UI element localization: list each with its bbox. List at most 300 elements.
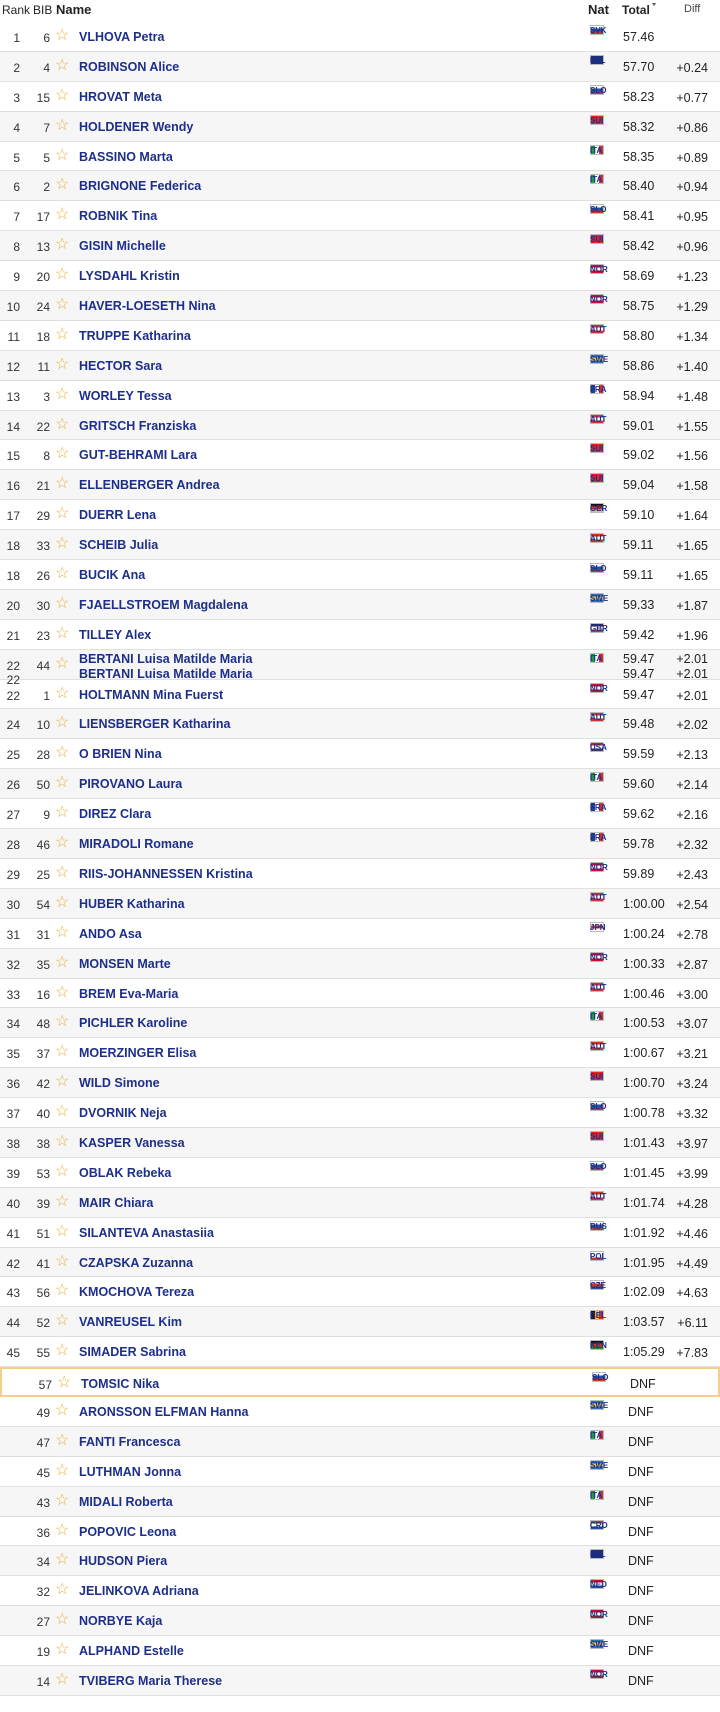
total-column-header[interactable]: Total [622, 3, 650, 17]
favorite-star-icon[interactable]: ☆ [55, 1013, 70, 1031]
total-time-cell: 59.47 59.47 [623, 651, 655, 681]
rank-cell: 26 [6, 778, 20, 793]
athlete-name-link[interactable]: PICHLER Karoline [79, 1016, 188, 1031]
rank-cell: 29 [6, 867, 20, 882]
bib-cell: 36 [36, 1525, 50, 1540]
athlete-name-link[interactable]: BRIGNONE Federica [79, 179, 202, 194]
table-row[interactable] [0, 1397, 720, 1427]
athlete-name-link[interactable]: MIDALI Roberta [79, 1494, 173, 1509]
nation-code: SLO [590, 1102, 607, 1112]
table-row[interactable] [0, 1218, 720, 1248]
table-row[interactable] [0, 620, 720, 650]
athlete-name-link[interactable]: TILLEY Alex [79, 627, 152, 642]
table-row[interactable] [0, 560, 720, 590]
favorite-star-icon[interactable]: ☆ [55, 266, 70, 284]
athlete-name-link[interactable]: HAVER-LOESETH Nina [79, 299, 216, 314]
table-row[interactable] [0, 650, 720, 687]
athlete-name-link[interactable]: HECTOR Sara [79, 358, 163, 373]
rank-cell: 41 [6, 1226, 20, 1241]
nation-code: NOR [590, 1610, 608, 1620]
athlete-name-link[interactable]: FJAELLSTROEM Magdalena [79, 597, 248, 612]
total-time-cell: 1:00.70 [623, 1076, 665, 1091]
favorite-star-icon[interactable]: ☆ [55, 355, 70, 373]
favorite-star-icon[interactable]: ☆ [55, 206, 70, 224]
favorite-star-icon[interactable]: ☆ [55, 594, 70, 612]
total-time-cell: DNF [628, 1524, 654, 1539]
total-time-cell: 59.33 [623, 597, 655, 612]
rank-cell: 18 [6, 539, 20, 554]
bib-cell: 39 [36, 1196, 50, 1211]
athlete-name-link[interactable]: ROBINSON Alice [79, 59, 180, 74]
total-time-cell: DNF [628, 1584, 654, 1599]
favorite-star-icon[interactable]: ☆ [55, 834, 70, 852]
table-row[interactable] [0, 919, 720, 949]
table-row[interactable] [0, 1487, 720, 1517]
diff-cell: +3.07 [676, 1017, 708, 1032]
diff-cell: +1.23 [676, 270, 708, 285]
bib-cell: 4 [43, 60, 50, 75]
total-time-cell: 59.59 [623, 747, 655, 762]
diff-cell: +1.65 [676, 539, 708, 554]
total-time-cell: 58.23 [623, 89, 655, 104]
table-row[interactable] [0, 1277, 720, 1307]
total-time-cell: 59.42 [623, 627, 655, 642]
rank-cell: 22 22 [6, 658, 20, 687]
favorite-star-icon[interactable]: ☆ [55, 415, 70, 433]
diff-cell: +4.49 [676, 1256, 708, 1271]
athlete-name-link[interactable]: DVORNIK Neja [79, 1106, 167, 1121]
rank-cell: 45 [6, 1346, 20, 1361]
diff-cell: +1.56 [676, 449, 708, 464]
favorite-star-icon[interactable]: ☆ [55, 146, 70, 164]
bib-column-header[interactable]: BIB [33, 3, 53, 17]
total-time-cell: 59.78 [623, 837, 655, 852]
athlete-name-link[interactable]: BASSINO Marta [79, 149, 173, 164]
athlete-name-link[interactable]: ANDO Asa [79, 926, 142, 941]
table-row[interactable] [0, 769, 720, 799]
athlete-name-link[interactable]: HROVAT Meta [79, 89, 162, 104]
table-row[interactable] [0, 889, 720, 919]
rank-cell: 40 [6, 1196, 20, 1211]
athlete-name-link[interactable]: MONSEN Marte [79, 956, 171, 971]
bib-cell: 45 [36, 1465, 50, 1480]
rank-column-header[interactable]: Rank [2, 3, 31, 17]
favorite-star-icon[interactable]: ☆ [55, 893, 70, 911]
athlete-name-link[interactable]: ROBNIK Tina [79, 209, 158, 224]
athlete-name-link[interactable]: WORLEY Tessa [79, 388, 172, 403]
nation-code: AUT [590, 324, 607, 334]
total-time-cell: 59.47 [623, 687, 655, 702]
favorite-star-icon[interactable]: ☆ [55, 236, 70, 254]
favorite-star-icon[interactable]: ☆ [55, 953, 70, 971]
nation-code: KEN [590, 1341, 607, 1351]
bib-cell: 13 [36, 240, 50, 255]
favorite-star-icon[interactable]: ☆ [55, 1342, 70, 1360]
bib-cell: 20 [36, 270, 50, 285]
diff-column-header[interactable]: Diff [684, 3, 701, 15]
table-row[interactable] [0, 351, 720, 381]
nation-code: NOR [590, 862, 608, 872]
bib-cell: 7 [43, 120, 50, 135]
favorite-star-icon[interactable]: ☆ [55, 1252, 70, 1270]
favorite-star-icon[interactable]: ☆ [55, 1611, 70, 1629]
nation-code: POL [590, 1251, 607, 1261]
table-row[interactable] [0, 1606, 720, 1636]
nation-code: NOR [590, 1669, 608, 1679]
table-row[interactable] [0, 1008, 720, 1038]
favorite-star-icon[interactable]: ☆ [55, 624, 70, 642]
bib-cell: 5 [43, 150, 50, 165]
nation-code: AUT [590, 534, 607, 544]
athlete-name-link[interactable]: GUT-BEHRAMI Lara [79, 448, 198, 463]
diff-cell: +2.87 [676, 957, 708, 972]
table-row[interactable] [0, 949, 720, 979]
total-time-cell: 59.01 [623, 418, 655, 433]
bib-cell: 21 [36, 479, 50, 494]
favorite-star-icon[interactable]: ☆ [55, 27, 70, 44]
bib-cell: 15 [36, 90, 50, 105]
rank-cell: 43 [6, 1286, 20, 1301]
bib-cell: 49 [36, 1405, 50, 1420]
total-time-cell: 59.48 [623, 717, 655, 732]
bib-cell: 37 [36, 1047, 50, 1062]
bib-cell: 40 [36, 1107, 50, 1122]
favorite-star-icon[interactable]: ☆ [55, 1312, 70, 1330]
favorite-star-icon[interactable]: ☆ [55, 565, 70, 583]
table-row[interactable] [0, 799, 720, 829]
total-time-cell: 58.86 [623, 358, 655, 373]
table-row[interactable] [0, 739, 720, 769]
athlete-name-link[interactable]: TVIBERG Maria Therese [79, 1673, 223, 1688]
athlete-name-link[interactable]: HUDSON Piera [79, 1554, 168, 1569]
bib-cell: 57 [38, 1378, 52, 1393]
athlete-name-link[interactable]: ARONSSON ELFMAN Hanna [79, 1404, 249, 1419]
nation-code: NOR [590, 295, 608, 305]
athlete-name-link[interactable]: LYSDAHL Kristin [79, 269, 180, 284]
favorite-star-icon[interactable]: ☆ [55, 1670, 70, 1688]
rank-cell: 22 [6, 688, 20, 703]
diff-cell: +1.29 [676, 300, 708, 315]
favorite-star-icon[interactable]: ☆ [55, 1521, 70, 1539]
athlete-name-link[interactable]: OBLAK Rebeka [79, 1165, 172, 1180]
favorite-star-icon[interactable]: ☆ [55, 505, 70, 523]
favorite-star-icon[interactable]: ☆ [55, 684, 70, 702]
favorite-star-icon[interactable]: ☆ [55, 385, 70, 403]
table-row[interactable] [0, 979, 720, 1009]
athlete-name-link[interactable]: MIRADOLI Romane [79, 837, 194, 852]
diff-cell: +4.63 [676, 1286, 708, 1301]
bib-cell: 6 [43, 31, 50, 45]
athlete-name-link[interactable]: JELINKOVA Adriana [79, 1584, 199, 1599]
table-row[interactable] [0, 829, 720, 859]
favorite-star-icon[interactable]: ☆ [55, 475, 70, 493]
total-time-cell: DNF [630, 1377, 656, 1392]
table-row[interactable] [0, 171, 720, 201]
favorite-star-icon[interactable]: ☆ [55, 1641, 70, 1659]
athlete-name-link[interactable]: POPOVIC Leona [79, 1524, 177, 1539]
favorite-star-icon[interactable]: ☆ [55, 714, 70, 732]
table-row[interactable] [0, 500, 720, 530]
nation-code: SWE [590, 1460, 609, 1470]
athlete-name-link[interactable]: PIROVANO Laura [79, 777, 183, 792]
rank-cell: 4 [13, 120, 20, 135]
bib-cell: 34 [36, 1555, 50, 1570]
nation-code: SUI [590, 1072, 604, 1082]
total-time-cell: 1:00.24 [623, 926, 665, 941]
favorite-star-icon[interactable]: ☆ [55, 1073, 70, 1091]
athlete-name-link[interactable]: MOERZINGER Elisa [79, 1046, 197, 1061]
bib-cell: 51 [36, 1226, 50, 1241]
athlete-name-link[interactable]: ELLENBERGER Andrea [79, 478, 220, 493]
bib-cell: 22 [36, 419, 50, 434]
table-row[interactable] [0, 261, 720, 291]
favorite-star-icon[interactable]: ☆ [55, 445, 70, 463]
nat-column-header[interactable]: Nat [588, 2, 609, 17]
athlete-name-link[interactable]: BUCIK Ana [79, 568, 146, 583]
athlete-name-link[interactable]: SILANTEVA Anastasiia [79, 1225, 214, 1240]
table-row[interactable] [0, 1337, 720, 1367]
diff-cell: +2.32 [676, 838, 708, 853]
table-header [0, 0, 720, 22]
table-row[interactable] [0, 1546, 720, 1576]
favorite-star-icon[interactable]: ☆ [55, 1282, 70, 1300]
bib-cell: 44 [36, 658, 50, 673]
table-row[interactable] [0, 1457, 720, 1487]
nation-code: SUI [590, 1131, 604, 1141]
rank-cell: 8 [13, 240, 20, 255]
table-row[interactable] [0, 142, 720, 172]
table-row[interactable] [0, 201, 720, 231]
rank-cell: 9 [13, 270, 20, 285]
favorite-star-icon[interactable]: ☆ [55, 1491, 70, 1509]
favorite-star-icon[interactable]: ☆ [55, 1132, 70, 1150]
rank-cell: 24 [6, 718, 20, 733]
nation-code: NOR [590, 265, 608, 275]
bib-cell: 54 [36, 897, 50, 912]
diff-cell: +2.43 [676, 867, 708, 882]
table-row[interactable] [0, 1666, 720, 1696]
bib-cell: 18 [36, 329, 50, 344]
favorite-star-icon[interactable]: ☆ [55, 1431, 70, 1449]
athlete-name-link[interactable]: LIENSBERGER Katharina [79, 717, 231, 732]
favorite-star-icon[interactable]: ☆ [55, 535, 70, 553]
table-row[interactable] [0, 1188, 720, 1218]
rank-cell: 3 [13, 90, 20, 105]
athlete-name-link[interactable]: KMOCHOVA Tereza [79, 1285, 195, 1300]
bib-cell: 52 [36, 1316, 50, 1331]
bib-cell: 10 [36, 718, 50, 733]
rank-cell: 36 [6, 1077, 20, 1092]
bib-cell: 2 [43, 180, 50, 195]
favorite-star-icon[interactable]: ☆ [55, 1043, 70, 1061]
athlete-name-link[interactable]: SIMADER Sabrina [79, 1345, 186, 1360]
athlete-name-link[interactable]: KASPER Vanessa [79, 1135, 185, 1150]
athlete-name-link[interactable]: CZAPSKA Zuzanna [79, 1255, 194, 1270]
table-row[interactable] [0, 1427, 720, 1457]
total-time-cell: 59.04 [623, 478, 655, 493]
rank-cell: 20 [6, 598, 20, 613]
nation-code: SLO [592, 1373, 609, 1383]
table-row[interactable] [0, 112, 720, 142]
total-time-cell: DNF [628, 1673, 654, 1688]
table-row[interactable] [0, 859, 720, 889]
table-row[interactable] [0, 291, 720, 321]
favorite-star-icon[interactable]: ☆ [55, 654, 70, 672]
nation-code: ITA [590, 773, 603, 783]
rank-cell: 14 [6, 419, 20, 434]
athlete-name-link[interactable]: O BRIEN Nina [79, 747, 162, 762]
table-row[interactable] [0, 1158, 720, 1188]
diff-cell: +0.24 [676, 60, 708, 75]
diff-cell: +1.40 [676, 359, 708, 374]
favorite-star-icon[interactable]: ☆ [55, 116, 70, 134]
diff-cell: +0.77 [676, 90, 708, 105]
athlete-name-link[interactable]: DIREZ Clara [79, 807, 152, 822]
favorite-star-icon[interactable]: ☆ [55, 1581, 70, 1599]
table-row[interactable] [0, 530, 720, 560]
nation-code: SWE [590, 1640, 609, 1650]
nation-code: AUT [590, 1191, 607, 1201]
table-row[interactable] [0, 1576, 720, 1606]
table-row[interactable] [0, 680, 720, 710]
bib-cell: 55 [36, 1346, 50, 1361]
nation-code: SLO [590, 1161, 607, 1171]
table-row[interactable] [0, 1128, 720, 1158]
favorite-star-icon[interactable]: ☆ [55, 804, 70, 822]
total-time-cell: 58.69 [623, 269, 655, 284]
table-row[interactable] [0, 231, 720, 261]
total-time-cell: 59.11 [623, 538, 654, 553]
athlete-name-link[interactable]: HOLDENER Wendy [79, 119, 194, 134]
table-row[interactable] [0, 590, 720, 620]
favorite-star-icon[interactable]: ☆ [55, 86, 70, 104]
table-row[interactable] [0, 440, 720, 470]
total-time-cell: 59.60 [623, 777, 655, 792]
table-row[interactable] [0, 1307, 720, 1337]
athlete-name-link[interactable]: GRITSCH Franziska [79, 418, 197, 433]
favorite-star-icon[interactable]: ☆ [55, 774, 70, 792]
rank-cell: 17 [6, 509, 20, 524]
table-row[interactable] [0, 1038, 720, 1068]
athlete-name-link[interactable]: TRUPPE Katharina [79, 328, 191, 343]
athlete-name-link[interactable]: LUTHMAN Jonna [79, 1464, 182, 1479]
bib-cell: 46 [36, 838, 50, 853]
bib-cell: 27 [36, 1615, 50, 1630]
athlete-name-link[interactable]: MAIR Chiara [79, 1195, 154, 1210]
favorite-star-icon[interactable]: ☆ [55, 863, 70, 881]
athlete-name-link[interactable]: FANTI Francesca [79, 1434, 181, 1449]
favorite-star-icon[interactable]: ☆ [55, 983, 70, 1001]
favorite-star-icon[interactable]: ☆ [55, 1401, 70, 1419]
athlete-name-link[interactable]: HOLTMANN Mina Fuerst [79, 687, 224, 702]
table-row[interactable] [0, 1367, 720, 1397]
nation-code: SLO [590, 564, 607, 574]
favorite-star-icon[interactable]: ☆ [55, 1192, 70, 1210]
diff-cell: +1.96 [676, 628, 708, 643]
athlete-name-link[interactable]: ALPHAND Estelle [79, 1644, 184, 1659]
table-row[interactable] [0, 1636, 720, 1666]
table-row[interactable] [0, 411, 720, 441]
table-row[interactable] [0, 709, 720, 739]
favorite-star-icon[interactable]: ☆ [55, 1461, 70, 1479]
bib-cell: 11 [37, 359, 50, 374]
rank-cell: 12 [6, 359, 20, 374]
bib-cell: 3 [43, 389, 50, 404]
table-row[interactable] [0, 470, 720, 500]
favorite-star-icon[interactable]: ☆ [55, 923, 70, 941]
athlete-name-link[interactable]: VLHOVA Petra [79, 30, 165, 44]
diff-cell: +3.32 [676, 1107, 708, 1122]
table-row[interactable] [0, 321, 720, 351]
favorite-star-icon[interactable]: ☆ [57, 1374, 72, 1392]
rank-cell: 27 [6, 808, 20, 823]
total-time-cell: 58.40 [623, 179, 655, 194]
bib-cell: 17 [36, 210, 50, 225]
bib-cell: 38 [36, 1136, 50, 1151]
table-row[interactable] [0, 381, 720, 411]
nation-code: JPN [590, 922, 606, 932]
favorite-star-icon[interactable]: ☆ [55, 1162, 70, 1180]
table-row[interactable] [0, 1098, 720, 1128]
rank-cell: 5 [13, 150, 20, 165]
diff-cell: +1.48 [676, 389, 708, 404]
table-row[interactable] [0, 22, 720, 52]
table-row[interactable] [0, 82, 720, 112]
athlete-name-link[interactable]: DUERR Lena [79, 508, 157, 523]
bib-cell: 53 [36, 1166, 50, 1181]
athlete-name-link[interactable]: VANREUSEL Kim [79, 1315, 183, 1330]
rank-cell: 25 [6, 748, 20, 763]
athlete-name-link[interactable]: NORBYE Kaja [79, 1614, 163, 1629]
rank-cell: 11 [7, 329, 20, 344]
favorite-star-icon[interactable]: ☆ [55, 296, 70, 314]
favorite-star-icon[interactable]: ☆ [55, 325, 70, 343]
favorite-star-icon[interactable]: ☆ [55, 1103, 70, 1121]
total-time-cell: 1:01.45 [623, 1165, 665, 1180]
favorite-star-icon[interactable]: ☆ [55, 1222, 70, 1240]
favorite-star-icon[interactable]: ☆ [55, 176, 70, 194]
rank-cell: 38 [6, 1136, 20, 1151]
athlete-name-link[interactable]: WILD Simone [79, 1076, 160, 1091]
table-row[interactable] [0, 1517, 720, 1547]
athlete-name-link[interactable]: SCHEIB Julia [79, 538, 159, 553]
table-row[interactable] [0, 52, 720, 82]
total-time-cell: 1:00.53 [623, 1016, 665, 1031]
athlete-name-link[interactable]: HUBER Katharina [79, 896, 185, 911]
nation-code: SUI [590, 444, 604, 454]
athlete-name-link[interactable]: BERTANI Luisa Matilde Maria BERTANI Luisa Matilde Maria [79, 651, 253, 681]
favorite-star-icon[interactable]: ☆ [55, 56, 70, 74]
athlete-name-link[interactable]: RIIS-JOHANNESSEN Kristina [79, 866, 253, 881]
bib-cell: 56 [36, 1286, 50, 1301]
total-time-cell: 1:05.29 [623, 1345, 665, 1360]
table-row[interactable] [0, 1068, 720, 1098]
athlete-name-link[interactable]: GISIN Michelle [79, 239, 166, 254]
athlete-name-link[interactable]: TOMSIC Nika [81, 1377, 160, 1392]
total-time-cell: DNF [628, 1554, 654, 1569]
total-time-cell: 1:00.33 [623, 956, 665, 971]
diff-cell: +2.01 +2.01 [676, 651, 708, 681]
favorite-star-icon[interactable]: ☆ [55, 744, 70, 762]
table-row[interactable] [0, 1248, 720, 1278]
diff-cell: +2.14 [676, 778, 708, 793]
rank-cell: 2 [13, 60, 20, 75]
favorite-star-icon[interactable]: ☆ [55, 1551, 70, 1569]
total-time-cell: DNF [628, 1434, 654, 1449]
total-time-cell: 57.46 [623, 30, 655, 44]
name-column-header[interactable]: Name [56, 2, 92, 17]
athlete-name-link[interactable]: BREM Eva-Maria [79, 986, 179, 1001]
